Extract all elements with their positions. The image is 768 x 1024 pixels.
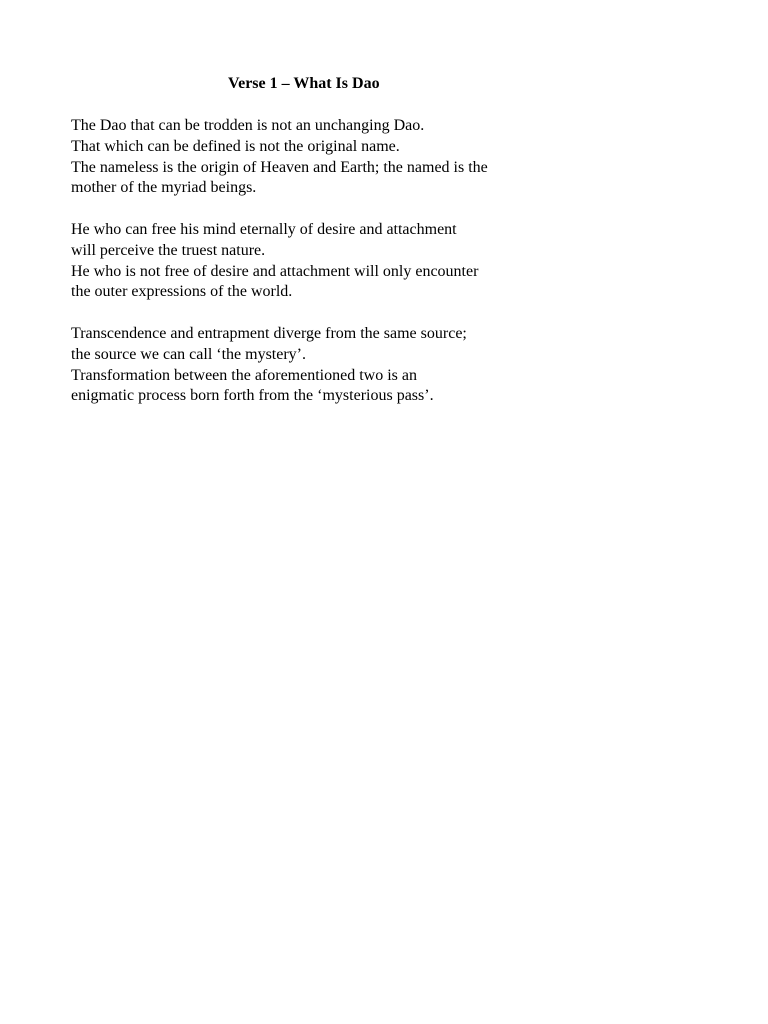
stanza-3: [71, 324, 671, 407]
verse-line: That which can be defined is not the original name.: [71, 137, 400, 155]
verse-line: The nameless is the origin of Heaven and Earth; the named is the: [71, 158, 488, 176]
stanza-1: [71, 116, 671, 199]
verse-line: the source we can call ‘the mystery’.: [71, 345, 307, 363]
verse-line: the outer expressions of the world.: [71, 283, 293, 301]
verse-line: mother of the myriad beings.: [71, 179, 257, 197]
verse-title: Verse 1 – What Is Dao: [228, 75, 380, 92]
verse-line: Transformation between the aforementioned two is an: [71, 366, 417, 384]
verse-line: enigmatic process born forth from the ‘mysterious pass’.: [71, 387, 434, 405]
verse-line: Transcendence and entrapment diverge from the same source;: [71, 324, 467, 342]
verse-line: He who is not free of desire and attachment will only encounter: [71, 262, 479, 280]
verse-line: will perceive the truest nature.: [71, 241, 266, 259]
stanza-2: [71, 220, 671, 303]
verse-line: The Dao that can be trodden is not an unchanging Dao.: [71, 117, 425, 134]
verse-body: [71, 116, 671, 428]
verse-line: He who can free his mind eternally of desire and attachment: [71, 220, 457, 238]
